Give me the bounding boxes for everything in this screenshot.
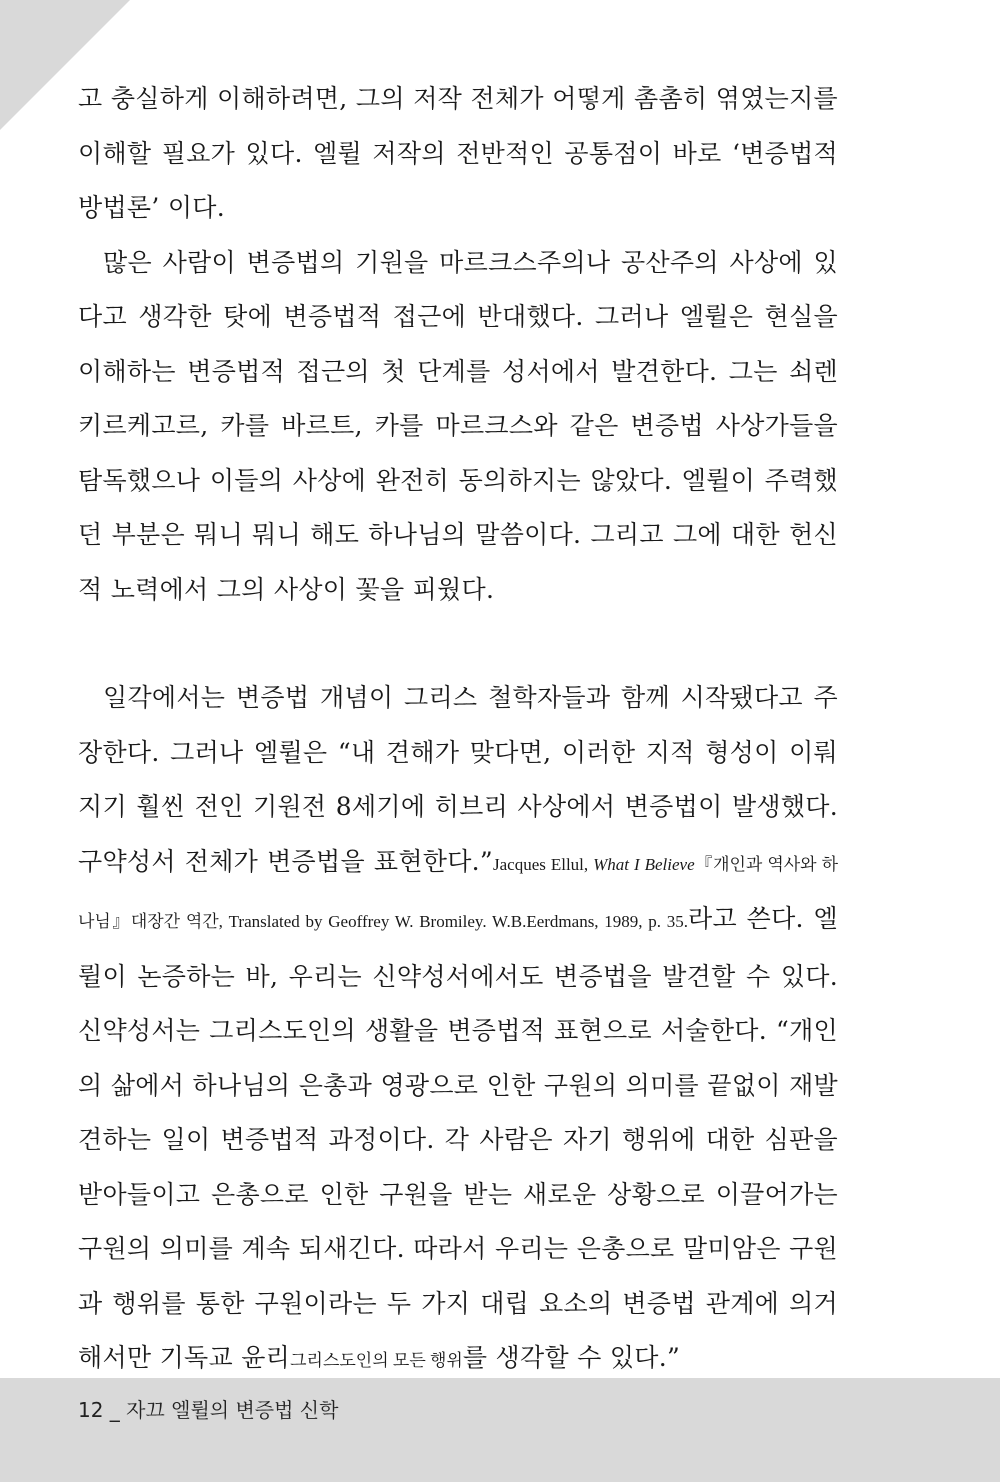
footnote-rest: 『개인과 역사와 하나님』대장간 역간, Translated by Geoffrey W. Bromiley. W.B.Eerdmans, 1989, p. 35.	[78, 854, 838, 931]
section-break	[78, 617, 838, 671]
paragraph-3	[78, 671, 838, 1389]
paragraph-3-start: 일각에서는 변증법 개념이 그리스 철학자들과 함께 시작됐다고 주장한다. 그러나 엘륄은 “내 견해가 맞다면, 이러한 지적 형성이 이뤄지기 훨씬 전인 기원전 8세기에 히브리 사상에서 변증법이 발생했다. 구약성서 전체가 변증법을 표현한다.”	[78, 683, 838, 876]
paragraph-1: 고 충실하게 이해하려면, 그의 저작 전체가 어떻게 촘촘히 엮였는지를 이해할 필요가 있다. 엘륄 저작의 전반적인 공통점이 바로 ‘변증법적 방법론’ 이다.	[78, 84, 838, 222]
inline-gloss: 그리스도인의 모든 행위	[290, 1351, 463, 1370]
page-number-running-title: 12 _ 자끄 엘륄의 변증법 신학	[78, 1398, 339, 1422]
page-footer	[0, 1378, 1000, 1482]
paragraph-2: 많은 사람이 변증법의 기원을 마르크스주의나 공산주의 사상에 있다고 생각한 탓에 변증법적 접근에 반대했다. 그러나 엘륄은 현실을 이해하는 변증법적 접근의 첫 단계를 성서에서 발견한다. 그는 쇠렌 키르케고르, 카를 바르트, 카를 마르크스와 같은 변증법 사상가들을 탐독했으나 이들의 사상에 완전히 동의하지는 않았다. 엘륄이 주력했던 부분은 뭐니 뭐니 해도 하나님의 말씀이다. 그리고 그에 대한 헌신적 노력에서 그의 사상이 꽃을 피웠다.	[78, 247, 838, 604]
page-body	[78, 72, 838, 1389]
footnote-title: What I Believe	[593, 854, 695, 874]
paragraph-3-final: 를 생각할 수 있다.”	[462, 1343, 681, 1372]
paragraph-3-end: 라고 쓴다. 엘륄이 논증하는 바, 우리는 신약성서에서도 변증법을 발견할 수 있다. 신약성서는 그리스도인의 생활을 변증법적 표현으로 서술한다. “개인의 삶에서 하나님의 은총과 영광으로 인한 구원의 의미를 끝없이 재발견하는 일이 변증법적 과정이다. 각 사람은 자기 행위에 대한 심판을 받아들이고 은총으로 인한 구원을 받는 새로운 상황으로 이끌어가는 구원의 의미를 계속 되새긴다. 따라서 우리는 은총으로 말미암은 구원과 행위를 통한 구원이라는 두 가지 대립 요소의 변증법 관계에 의거해서만 기독교 윤리	[78, 904, 838, 1372]
footnote-author: Jacques Ellul,	[493, 854, 594, 874]
